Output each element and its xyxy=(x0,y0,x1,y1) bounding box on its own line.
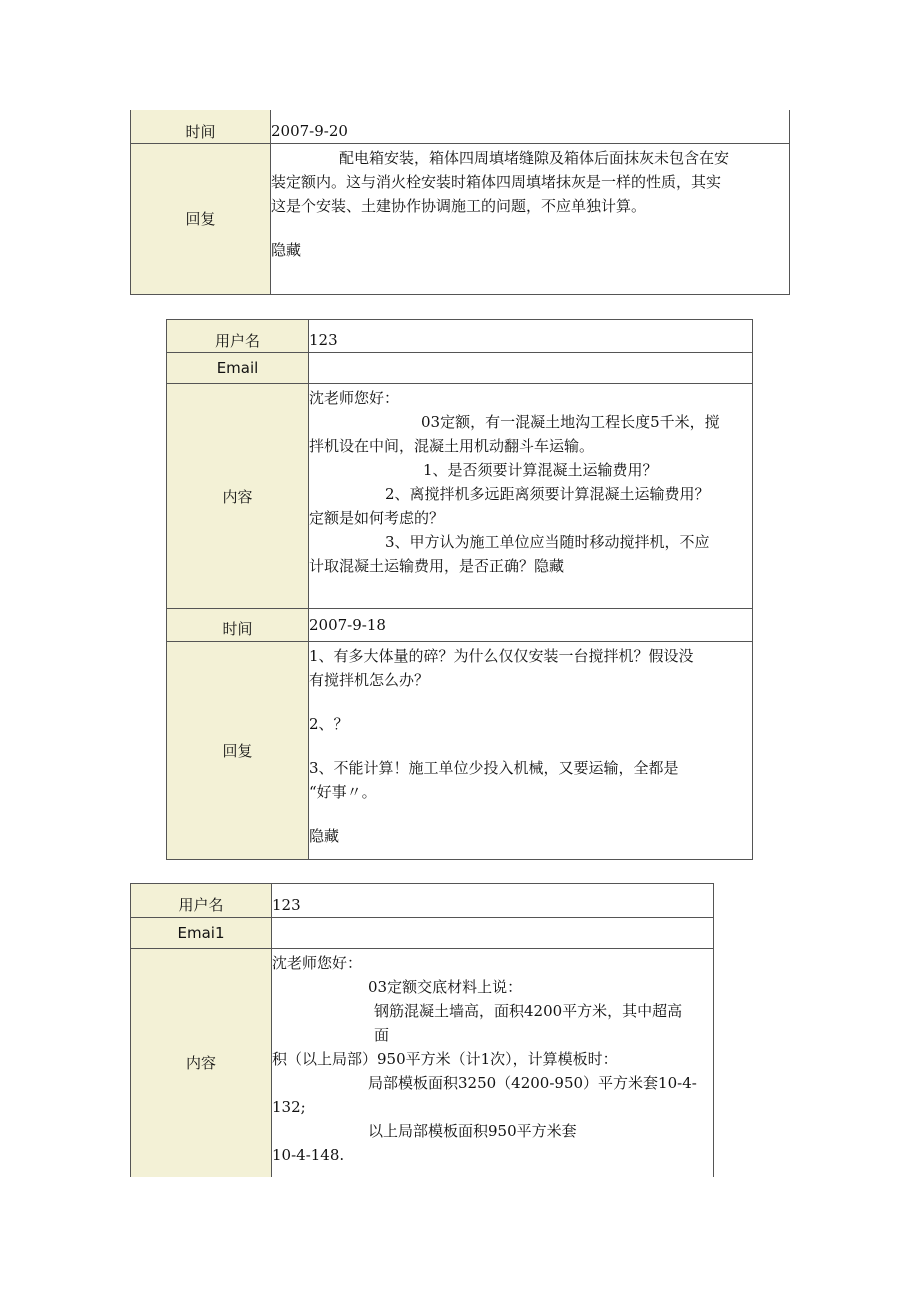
reply-label: 回复 xyxy=(131,143,271,294)
content-line: 沈老师您好： xyxy=(309,389,400,407)
content-line: 拌机设在中间，混凝土用机动翻斗车运输。 xyxy=(309,437,595,455)
reply-line: 1、有多大体量的碎？为什么仅仅安装一台搅拌机？假设没 xyxy=(309,647,694,665)
reply-line: 有搅拌机怎么办？ xyxy=(309,671,430,689)
content-line: 钢筋混凝土墙高，面积4200平方米，其中超高 xyxy=(374,1002,683,1020)
reply-line: 这是个安装、土建协作协调施工的问题，不应单独计算。 xyxy=(271,196,647,215)
content-body xyxy=(309,384,753,609)
content-line: 局部模板面积3250（4200-950）平方米套10-4- xyxy=(368,1074,697,1092)
content-line: 3、甲方认为施工单位应当随时移动搅拌机，不应 xyxy=(385,533,710,551)
time-value: 2007-9-20 xyxy=(271,110,790,143)
content-line: 面 xyxy=(374,1026,390,1044)
reply-line: 配电箱安装，箱体四周填堵缝隙及箱体后面抹灰未包含在安 xyxy=(339,148,730,167)
content-label: 内容 xyxy=(131,949,272,1177)
content-line: 定额是如何考虑的？ xyxy=(309,509,445,527)
reply-line: 3、不能计算！施工单位少投入机械，又要运输，全都是 xyxy=(309,759,679,777)
time-label: 时间 xyxy=(167,609,309,642)
username-value: 123 xyxy=(272,884,714,918)
content-line: 沈老师您好： xyxy=(272,954,363,972)
hide-link[interactable]: 隐藏 xyxy=(309,827,340,845)
email-value xyxy=(309,353,753,384)
reply-content xyxy=(271,143,790,294)
content-line: 10-4-148. xyxy=(272,1146,345,1164)
username-label: 用户名 xyxy=(131,884,272,918)
post-3-table xyxy=(130,883,714,1177)
content-line: 计取混凝土运输费用，是否正确？隐藏 xyxy=(309,557,565,575)
reply-line: 装定额内。这与消火栓安装时箱体四周填堵抹灰是一样的性质，其实 xyxy=(271,172,722,191)
content-line: 积（以上局部）950平方米（计1次），计算模板时： xyxy=(272,1050,618,1068)
content-line: 2、离搅拌机多远距离须要计算混凝土运输费用？ xyxy=(385,485,710,503)
hide-link[interactable]: 隐藏 xyxy=(271,240,302,259)
email-label: Emai1 xyxy=(131,918,272,949)
content-line: 03定额交底材料上说： xyxy=(368,978,523,996)
post-1-table xyxy=(130,110,790,295)
time-label: 时间 xyxy=(131,110,271,143)
username-label: 用户名 xyxy=(167,320,309,353)
email-label: Email xyxy=(167,353,309,384)
content-line: 以上局部模板面积950平方米套 xyxy=(368,1122,577,1140)
email-value xyxy=(272,918,714,949)
reply-label: 回复 xyxy=(167,642,309,860)
post-2-table xyxy=(166,319,753,860)
username-value: 123 xyxy=(309,320,753,353)
reply-line: 2、？ xyxy=(309,715,349,733)
content-line: 1、是否须要计算混凝土运输费用？ xyxy=(423,461,658,479)
content-label: 内容 xyxy=(167,384,309,609)
reply-content xyxy=(309,642,753,860)
reply-line: “好事〃。 xyxy=(309,783,377,801)
content-line: 03定额，有一混凝土地沟工程长度5千米，搅 xyxy=(421,413,720,431)
content-line: 132; xyxy=(272,1098,306,1116)
time-value: 2007-9-18 xyxy=(309,609,753,642)
content-body xyxy=(272,949,714,1177)
